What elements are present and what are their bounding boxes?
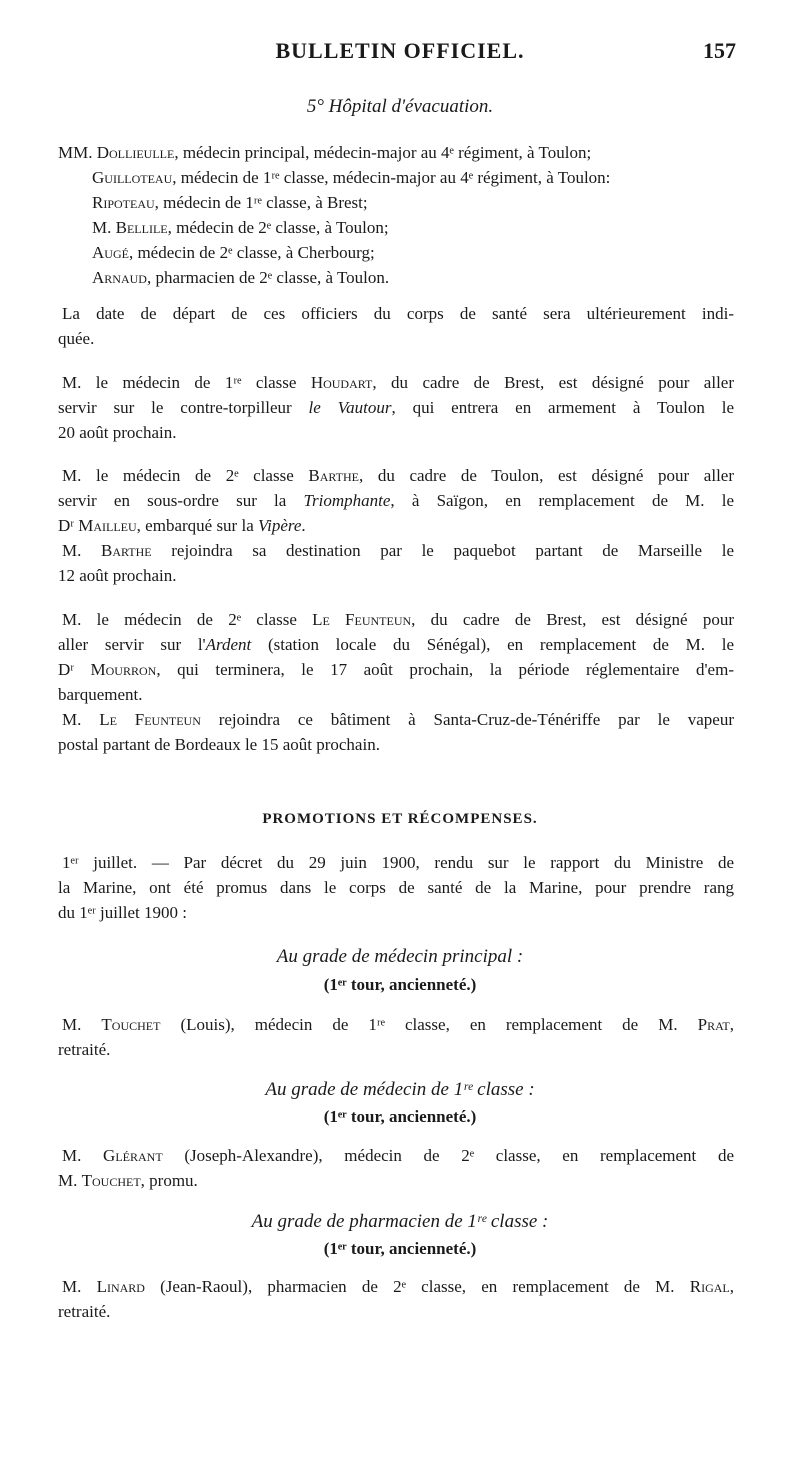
paragraph-line: barquement. [58, 685, 143, 704]
paragraph-line: Dʳ Mailleu, embarqué sur la Vipère. [58, 516, 306, 535]
roster-line: Augé, médecin de 2ᵉ classe, à Cherbourg; [92, 243, 375, 262]
section-heading: PROMOTIONS ET RÉCOMPENSES. [262, 811, 538, 827]
page-number: 157 [703, 38, 736, 63]
paragraph-line: du 1ᵉʳ juillet 1900 : [58, 903, 187, 922]
paragraph-line: La date de départ de ces officiers du corps de santé sera ultérieurement indi- [62, 304, 734, 323]
paragraph-line: retraité. [58, 1302, 111, 1321]
paragraph-line: postal partant de Bordeaux le 15 août prochain. [58, 735, 380, 754]
paragraph-line: 20 août prochain. [58, 423, 177, 442]
paragraph-line: servir en sous-ordre sur la Triomphante, à Saïgon, en remplacement de M. le [58, 491, 734, 510]
paragraph-line: M. Le Feunteun rejoindra ce bâtiment à Santa-Cruz-de-Ténériffe par le vapeur [62, 710, 734, 729]
paragraph-line: quée. [58, 329, 95, 348]
paragraph-line: M. Touchet (Louis), médecin de 1ʳᵉ classe, en remplacement de M. Prat, [62, 1015, 734, 1034]
paragraph-line: retraité. [58, 1040, 111, 1059]
grade-heading: Au grade de médecin principal : [276, 946, 524, 967]
paragraph-line: M. Glérant (Joseph-Alexandre), médecin de 2ᵉ classe, en remplacement de [62, 1146, 734, 1165]
grade-subheading: (1ᵉʳ tour, ancienneté.) [323, 975, 477, 994]
grade-heading: Au grade de pharmacien de 1ʳᵉ classe : [251, 1211, 549, 1232]
paragraph-line: M. le médecin de 1ʳᵉ classe Houdart, du cadre de Brest, est désigné pour aller [62, 373, 735, 392]
roster-line: Guilloteau, médecin de 1ʳᵉ classe, médecin-major au 4ᵉ régiment, à Toulon: [92, 168, 611, 187]
paragraph-line: aller servir sur l'Ardent (station locale du Sénégal), en remplacement de M. le [58, 635, 735, 654]
paragraph-line: M. Barthe rejoindra sa destination par le paquebot partant de Marseille le [62, 541, 734, 560]
paragraph-line: 1ᵉʳ juillet. — Par décret du 29 juin 1900, rendu sur le rapport du Ministre de [62, 853, 734, 872]
roster-line: M. Bellile, médecin de 2ᵉ classe, à Toulon; [92, 218, 389, 237]
paragraph-line: Dʳ Mourron, qui terminera, le 17 août prochain, la période réglementaire d'em- [58, 660, 734, 679]
paragraph-line: M. Touchet, promu. [58, 1171, 198, 1190]
page-header [60, 38, 740, 72]
grade-heading: Au grade de médecin de 1ʳᵉ classe : [265, 1079, 535, 1100]
grade-subheading: (1ᵉʳ tour, ancienneté.) [323, 1239, 477, 1258]
grade-subheading: (1ᵉʳ tour, ancienneté.) [323, 1107, 477, 1126]
roster-line: MM. Dollieulle, médecin principal, médecin-major au 4ᵉ régiment, à Toulon; [58, 143, 592, 162]
section-heading: 5° Hôpital d'évacuation. [306, 96, 494, 117]
paragraph-line: M. le médecin de 2ᵉ classe Barthe, du cadre de Toulon, est désigné pour aller [62, 466, 734, 485]
paragraph-line: M. le médecin de 2ᵉ classe Le Feunteun, du cadre de Brest, est désigné pour [62, 610, 734, 629]
paragraph-line: M. Linard (Jean-Raoul), pharmacien de 2ᵉ classe, en remplacement de M. Rigal, [62, 1277, 734, 1296]
running-title: BULLETIN OFFICIEL. [275, 38, 525, 63]
paragraph-line: servir sur le contre-torpilleur le Vautour, qui entrera en armement à Toulon le [58, 398, 734, 417]
roster-line: Ripoteau, médecin de 1ʳᵉ classe, à Brest; [92, 193, 368, 212]
paragraph-line: 12 août prochain. [58, 566, 177, 585]
roster-line: Arnaud, pharmacien de 2ᵉ classe, à Toulon. [92, 268, 390, 287]
paragraph-line: la Marine, ont été promus dans le corps de santé de la Marine, pour prendre rang [58, 878, 734, 897]
